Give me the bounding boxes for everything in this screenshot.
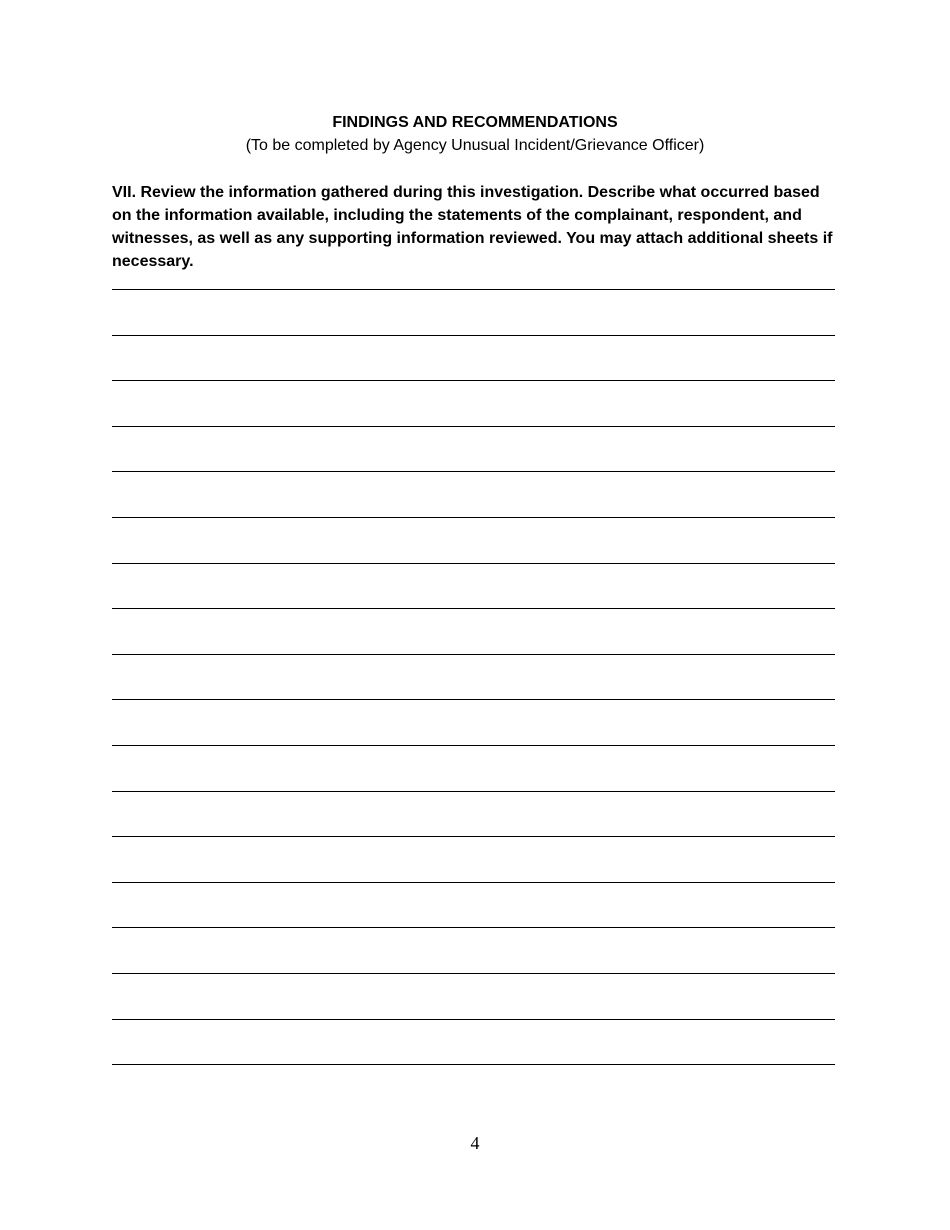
write-line[interactable] bbox=[112, 1019, 835, 1020]
write-line[interactable] bbox=[112, 654, 835, 655]
write-line[interactable] bbox=[112, 289, 835, 290]
write-line[interactable] bbox=[112, 471, 835, 472]
write-line[interactable] bbox=[112, 517, 835, 518]
page-number: 4 bbox=[470, 1133, 480, 1153]
write-line[interactable] bbox=[112, 882, 835, 883]
page-title: FINDINGS AND RECOMMENDATIONS bbox=[332, 114, 618, 131]
write-line[interactable] bbox=[112, 608, 835, 609]
write-line[interactable] bbox=[112, 745, 835, 746]
write-line[interactable] bbox=[112, 1064, 835, 1065]
write-line[interactable] bbox=[112, 380, 835, 381]
write-line[interactable] bbox=[112, 563, 835, 564]
write-line[interactable] bbox=[112, 927, 835, 928]
write-line[interactable] bbox=[112, 426, 835, 427]
page-subtitle: (To be completed by Agency Unusual Incident/Grievance Officer) bbox=[245, 137, 705, 154]
write-line[interactable] bbox=[112, 836, 835, 837]
write-line[interactable] bbox=[112, 699, 835, 700]
section-instructions: VII. Review the information gathered during this investigation. Describe what occurred based on the information available, including the statements of the complainant, respondent, and witnesses, as well as any supporting information reviewed. You may attach additional sheets if necessary. bbox=[112, 184, 833, 270]
response-area[interactable] bbox=[112, 0, 835, 1230]
write-line[interactable] bbox=[112, 973, 835, 974]
write-line[interactable] bbox=[112, 791, 835, 792]
write-line[interactable] bbox=[112, 335, 835, 336]
